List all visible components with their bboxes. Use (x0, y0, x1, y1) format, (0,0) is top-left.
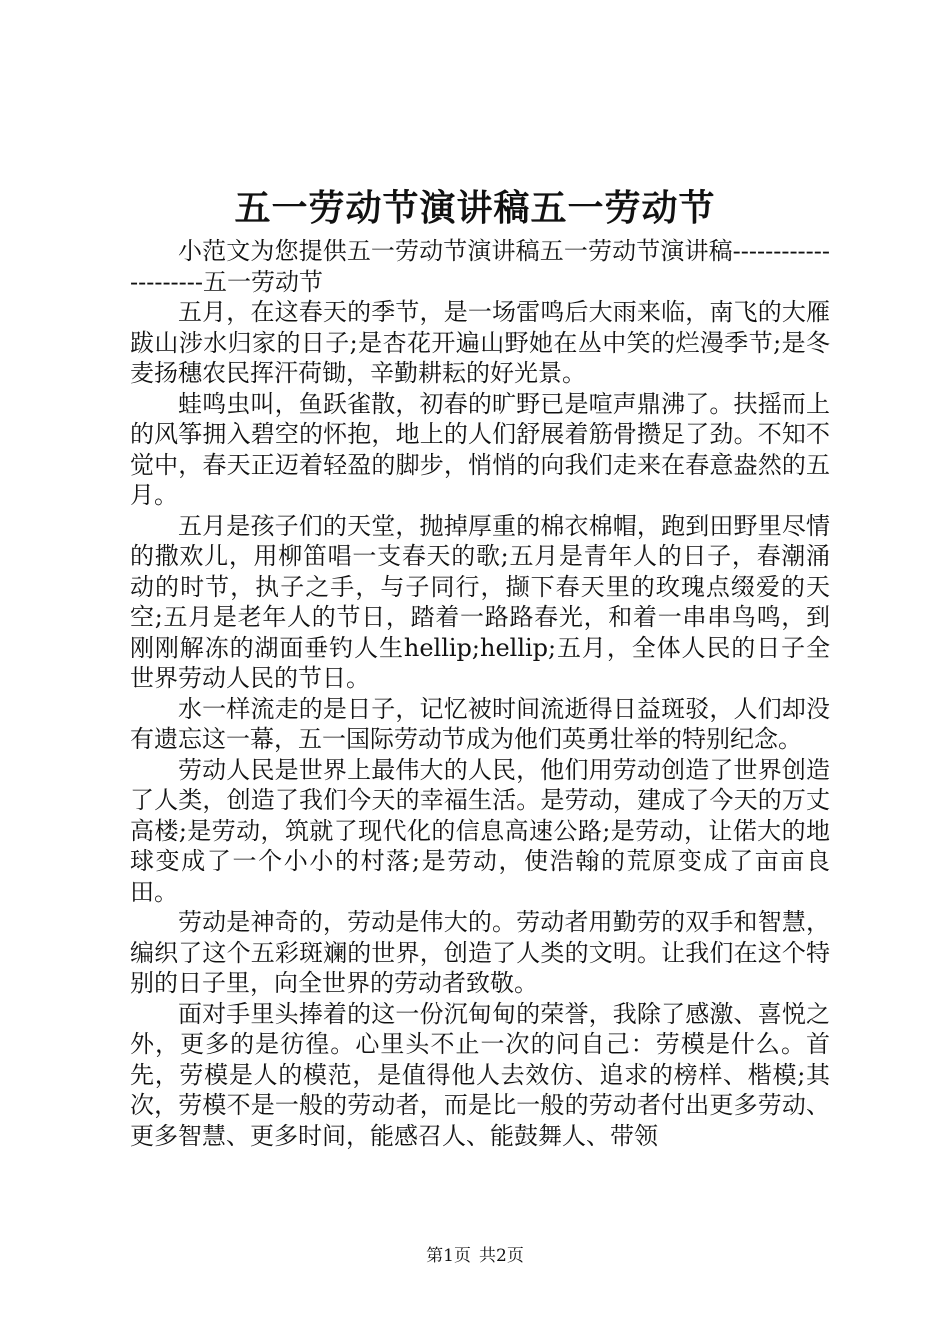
page-footer (0, 1245, 950, 1267)
paragraph-8: 面对手里头捧着的这一份沉甸甸的荣誉，我除了感激、喜悦之外，更多的是彷徨。心里头不止一次的问自己：劳模是什么。首先，劳模是人的模范，是值得他人去效仿、追求的榜样、楷模;其次，劳模不是一般的劳动者，而是比一般的劳动者付出更多劳动、更多智慧、更多时间，能感召人、能鼓舞人、带领 (130, 999, 830, 1150)
paragraph-5: 水一样流走的是日子，记忆被时间流逝得日益斑驳，人们却没有遗忘这一幕，五一国际劳动节成为他们英勇壮举的特别纪念。 (130, 694, 830, 753)
paragraph-4: 五月是孩子们的天堂，抛掉厚重的棉衣棉帽，跑到田野里尽情的撒欢儿，用柳笛唱一支春天的歌;五月是青年人的日子，春潮涌动的时节，执子之手，与子同行，撷下春天里的玫瑰点缀爱的天空;五月是老年人的节日，踏着一路路春光，和着一串串鸟鸣，到刚刚解冻的湖面垂钓人生hellip;hellip;五月，全体人民的日子全世界劳动人民的节日。 (130, 511, 830, 692)
page-number-current: 第1页 (426, 1246, 471, 1266)
document-body (130, 236, 830, 1151)
paragraph-3: 蛙鸣虫叫，鱼跃雀散，初春的旷野已是喧声鼎沸了。扶摇而上的风筝拥入碧空的怀抱，地上的人们舒展着筋骨攒足了劲。不知不觉中，春天正迈着轻盈的脚步，悄悄的向我们走来在春意盎然的五月。 (130, 389, 830, 509)
paragraph-6: 劳动人民是世界上最伟大的人民，他们用劳动创造了世界创造了人类，创造了我们今天的幸福生活。是劳动，建成了今天的万丈高楼;是劳动，筑就了现代化的信息高速公路;是劳动，让偌大的地球变成了一个小小的村落;是劳动，使浩翰的荒原变成了亩亩良田。 (130, 755, 830, 906)
page-number-total: 共2页 (479, 1246, 524, 1266)
paragraph-2: 五月，在这春天的季节，是一场雷鸣后大雨来临，南飞的大雁跋山涉水归家的日子;是杏花开遍山野她在丛中笑的烂漫季节;是冬麦扬穗农民挥汗荷锄，辛勤耕耘的好光景。 (130, 298, 830, 387)
paragraph-1: 小范文为您提供五一劳动节演讲稿五一劳动节演讲稿---------------------五一劳动节 (130, 237, 830, 296)
paragraph-7: 劳动是神奇的，劳动是伟大的。劳动者用勤劳的双手和智慧，编织了这个五彩斑斓的世界，创造了人类的文明。让我们在这个特别的日子里，向全世界的劳动者致敬。 (130, 908, 830, 997)
document-title: 五一劳动节演讲稿五一劳动节 (234, 187, 716, 229)
